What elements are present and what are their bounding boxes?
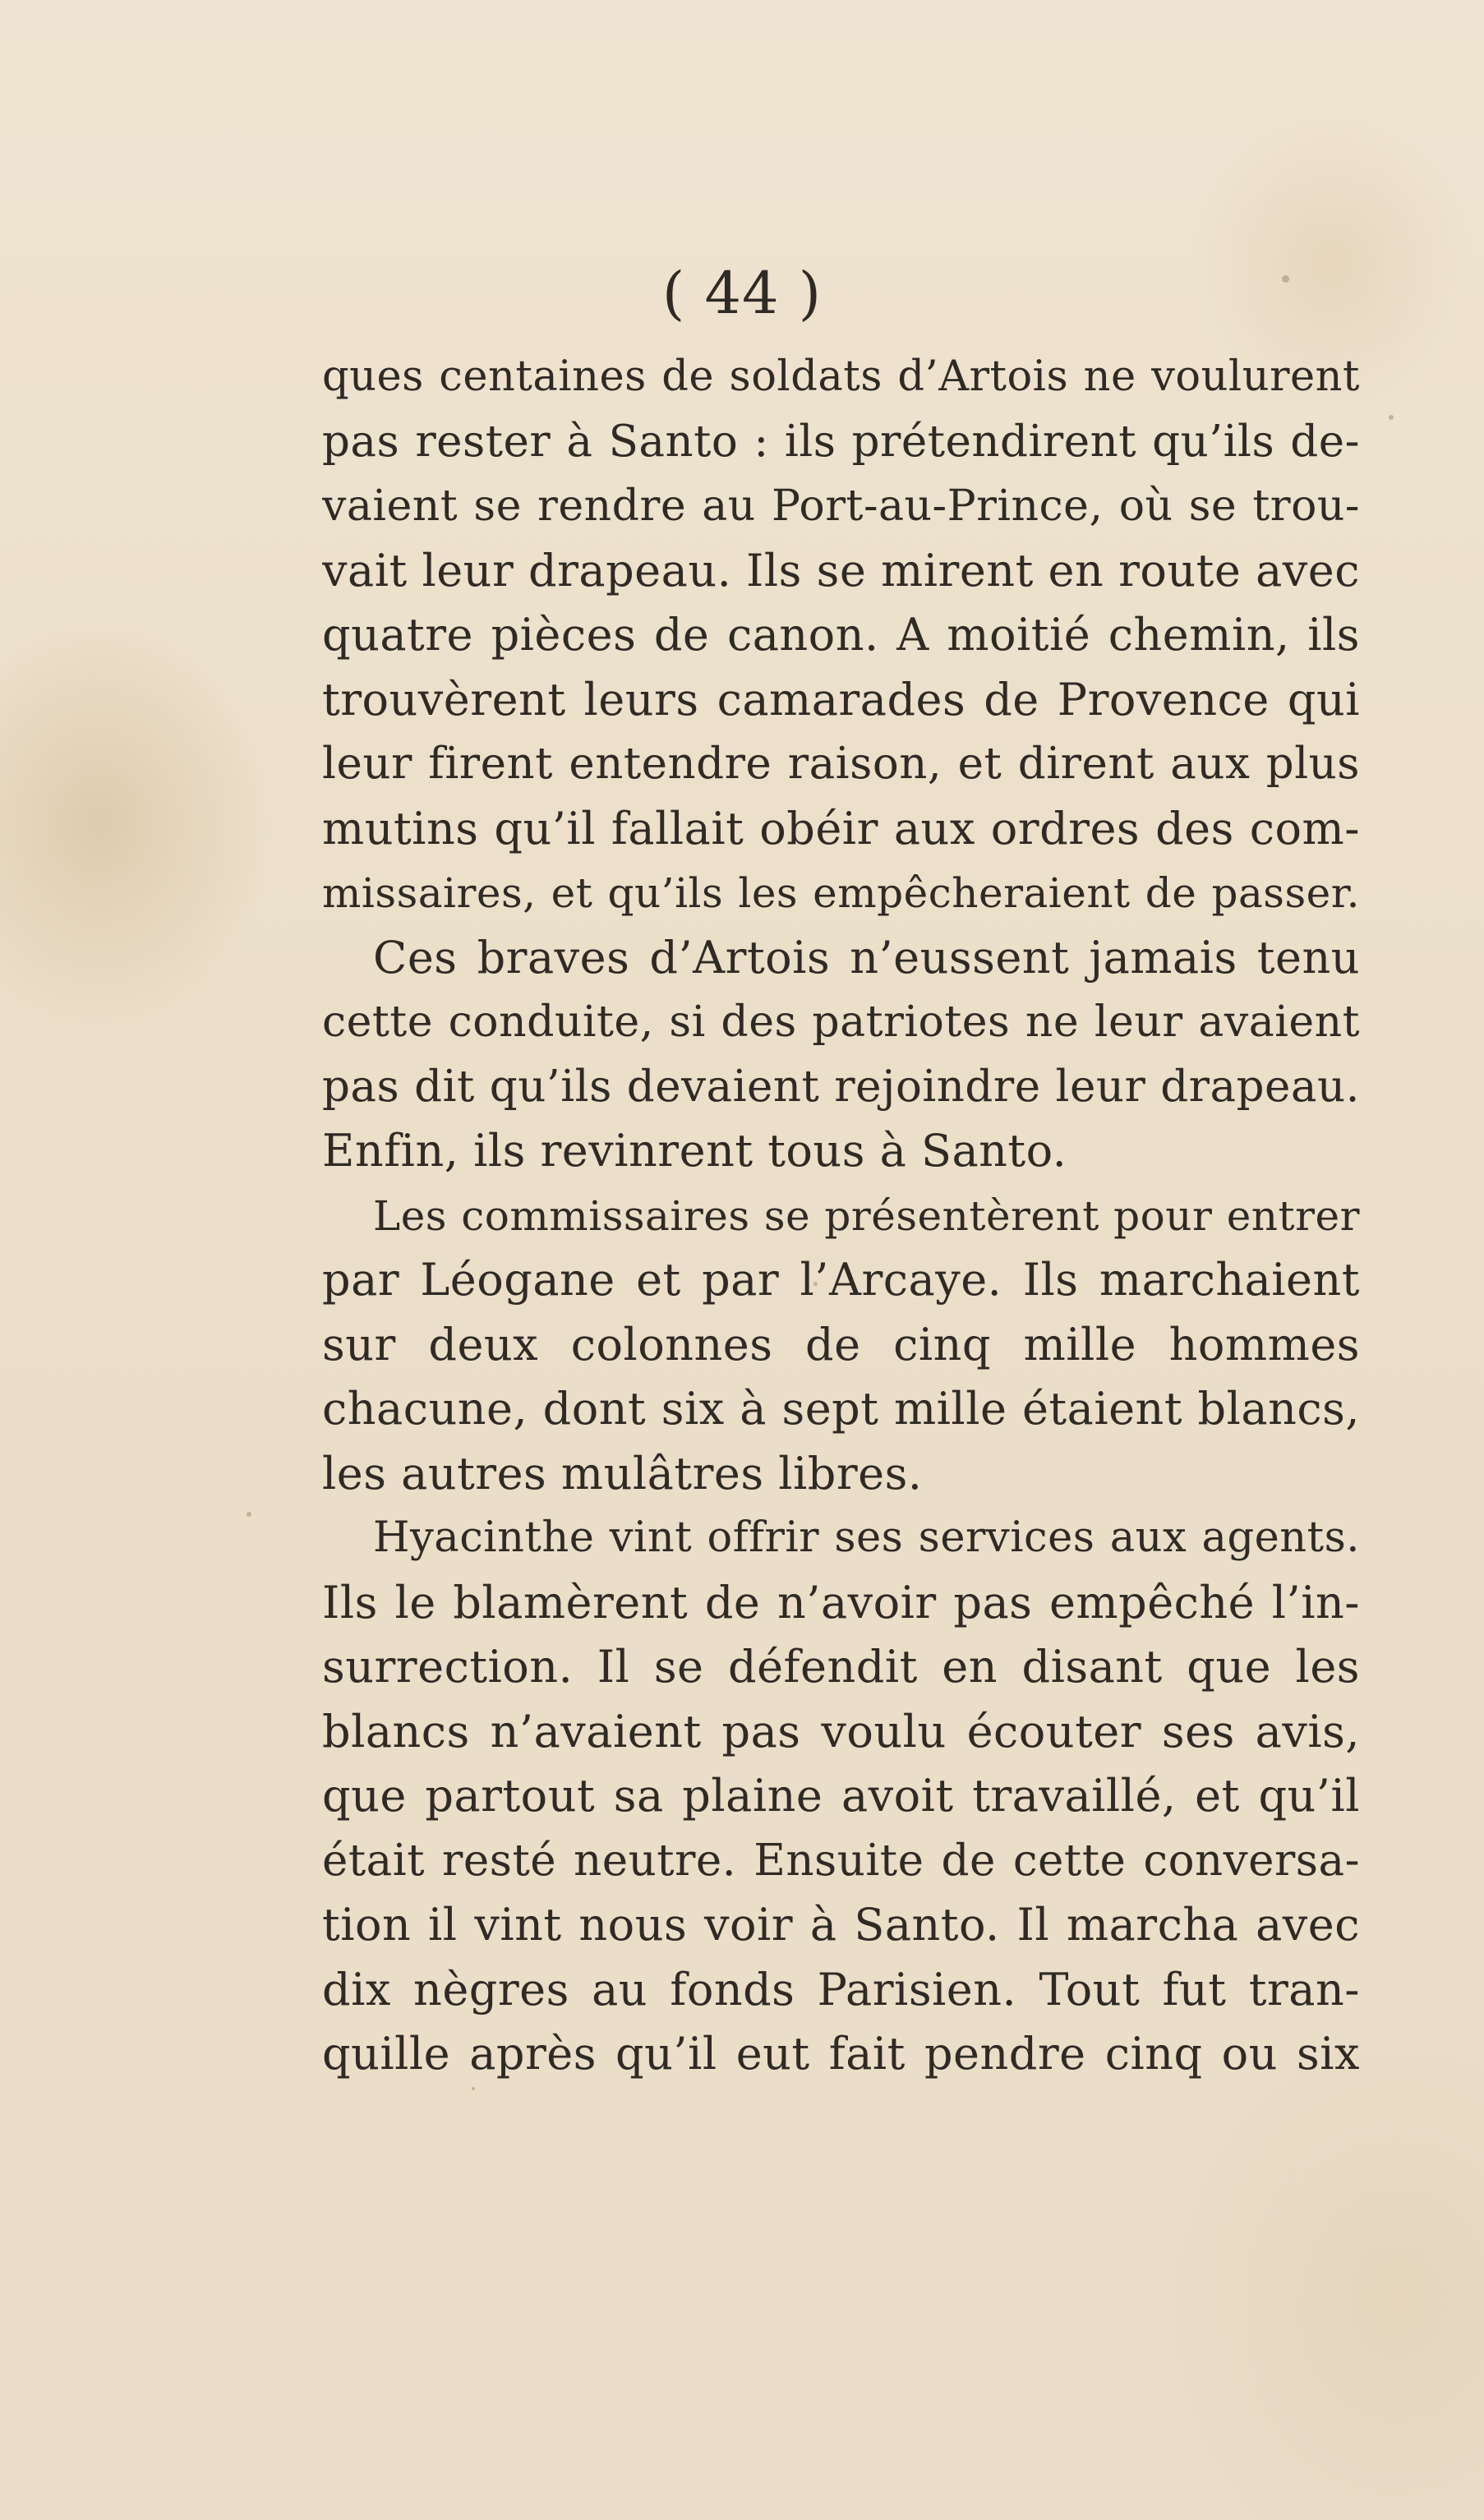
text-line: quille après qu’il eut fait pendre cinq ou six — [322, 2028, 1360, 2080]
text-line: Les commissaires se présentèrent pour entrer — [373, 1191, 1360, 1240]
text-line: chacune, dont six à sept mille étaient blancs, — [322, 1383, 1360, 1435]
text-line: tion il vint nous voir à Santo. Il marcha avec — [322, 1899, 1360, 1951]
paper-speck — [1389, 415, 1394, 420]
text-line: Ces braves d’Artois n’eussent jamais tenu — [373, 931, 1360, 984]
text-line: que partout sa plaine avoit travaillé, et qu’il — [322, 1770, 1360, 1822]
text-line: sur deux colonnes de cinq mille hommes — [322, 1318, 1360, 1371]
text-line: par Léogane et par l’Arcaye. Ils marchaient — [322, 1254, 1360, 1306]
text-line: était resté neutre. Ensuite de cette conversa- — [322, 1835, 1360, 1886]
text-line: quatre pièces de canon. A moitié chemin, ils — [322, 609, 1360, 661]
text-line: vait leur drapeau. Ils se mirent en route avec — [322, 544, 1360, 597]
text-line: les autres mulâtres libres. — [322, 1447, 923, 1500]
text-line: missaires, et qu’ils les empêcheraient de passer. — [322, 869, 1360, 917]
text-line: trouvèrent leurs camarades de Provence qui — [322, 673, 1360, 726]
text-line: ques centaines de soldats d’Artois ne voulurent — [322, 352, 1360, 401]
text-line: blancs n’avaient pas voulu écouter ses avis, — [322, 1705, 1360, 1758]
paper-speck — [247, 1512, 251, 1517]
text-line: surrection. Il se défendit en disant que les — [322, 1641, 1360, 1693]
page-number: ( 44 ) — [661, 260, 823, 327]
text-line: Hyacinthe vint offrir ses services aux agents. — [373, 1513, 1360, 1562]
text-line: leur firent entendre raison, et dirent aux plus — [322, 739, 1360, 789]
text-line: pas rester à Santo : ils prétendirent qu’ils de- — [322, 416, 1360, 467]
body-text — [322, 345, 1360, 2087]
paper-speck — [472, 2087, 475, 2090]
text-line: vaient se rendre au Port-au-Prince, où se trou- — [322, 481, 1360, 531]
text-line: cette conduite, si des patriotes ne leur avaient — [322, 997, 1360, 1047]
text-line: Enfin, ils revinrent tous à Santo. — [322, 1125, 1067, 1177]
text-line: mutins qu’il fallait obéir aux ordres des com- — [322, 802, 1360, 855]
text-line: pas dit qu’ils devaient rejoindre leur drapeau. — [322, 1061, 1360, 1112]
text-line: dix nègres au fonds Parisien. Tout fut tran- — [322, 1963, 1360, 2016]
text-line: Ils le blamèrent de n’avoir pas empêché l’in- — [322, 1576, 1360, 1629]
